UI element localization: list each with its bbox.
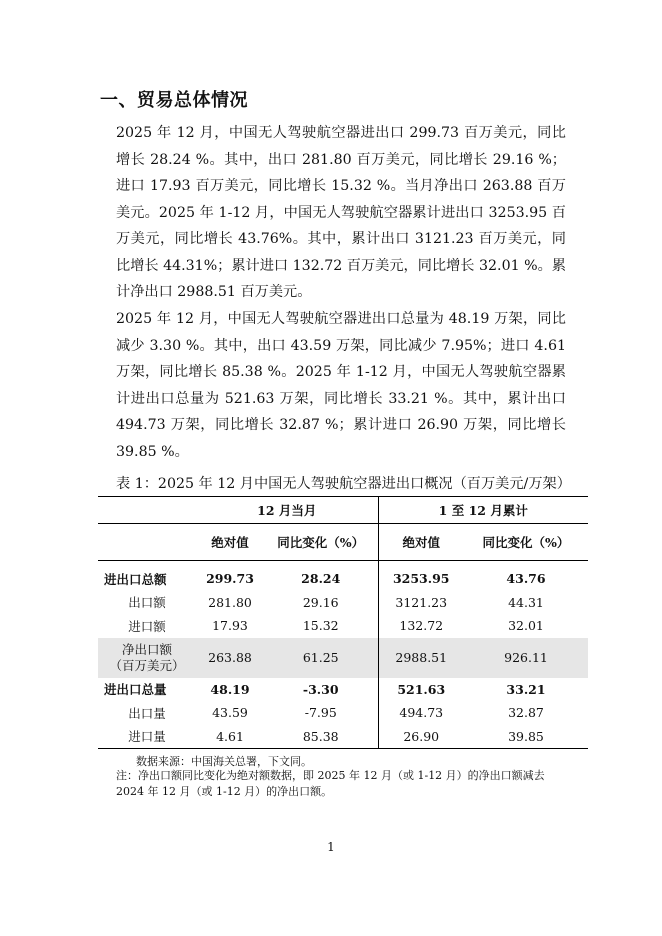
cell: 61.25 — [264, 638, 378, 678]
cell: 29.16 — [302, 594, 339, 610]
group-header-month: 12 月当月 — [196, 497, 378, 524]
paragraph-trade-volume: 2025 年 12 月，中国无人驾驶航空器进出口总量为 48.19 万架，同比减少 3.30 %。其中，出口 43.59 万架，同比减少 7.95%；进口 4.61 万架，同比增长 85.38 %。2025 年 1-12 月，中国无人驾驶航空器累计进出口总量为 521.63 万架，同比增长 33.21 %。其中，累计出口 494.73 万架，同比增长 32.87 %；累计进口 26.90 万架，同比增长 39.85 %。 — [116, 311, 566, 460]
cell: 48.19 — [210, 681, 250, 697]
cell: 132.72 — [378, 614, 464, 638]
cell: 33.21 — [506, 681, 546, 697]
row-label: 出口量 — [128, 705, 166, 721]
cell: 299.73 — [206, 571, 254, 587]
cell: 44.31 — [508, 594, 544, 610]
cell: 32.01 — [508, 618, 544, 634]
table-sub-header-row — [98, 524, 588, 561]
row-label: 出口额 — [128, 595, 166, 611]
table-row — [98, 678, 588, 702]
trade-summary-table — [98, 496, 588, 749]
cell: 2988.51 — [378, 638, 464, 678]
cell: 926.11 — [464, 638, 588, 678]
row-label: 进口额 — [128, 618, 166, 634]
sub-header-month-abs: 绝对值 — [211, 535, 249, 550]
cell: 43.76 — [506, 571, 546, 587]
section-heading: 一、贸易总体情况 — [100, 90, 248, 111]
cell: 3253.95 — [378, 561, 464, 591]
cell: 17.93 — [212, 618, 248, 634]
cell: 3121.23 — [378, 591, 464, 615]
paragraph-trade-value: 2025 年 12 月，中国无人驾驶航空器进出口 299.73 百万美元，同比增长 28.24 %。其中，出口 281.80 百万美元，同比增长 29.16 %；进口 17.93 百万美元，同比增长 15.32 %。当月净出口 263.88 百万美元。2025 年 1-12 月，中国无人驾驶航空器累计进出口 3253.95 百万美元，同比增长 43.76%。其中，累计出口 3121.23 百万美元，同比增长 44.31%；累计进口 132.72 百万美元，同比增长 32.01 %。累计净出口 2988.51 百万美元。 — [116, 125, 566, 300]
row-label-line2: （百万美元） — [109, 657, 185, 673]
cell: 39.85 — [508, 728, 544, 744]
group-header-cumulative: 1 至 12 月累计 — [378, 497, 588, 524]
table-row — [98, 725, 588, 749]
row-label: 进出口总量 — [104, 682, 167, 698]
row-label — [98, 638, 196, 678]
footnote: 注：净出口额同比变化为绝对额数据，即 2025 年 12 月（或 1-12 月）的净出口额减去 2024 年 12 月（或 1-12 月）的净出口额。 — [116, 769, 545, 798]
sub-header-month-yoy: 同比变化（%） — [277, 535, 365, 550]
cell: 85.38 — [302, 728, 339, 744]
cell: 263.88 — [196, 638, 264, 678]
sub-header-cum-abs: 绝对值 — [378, 524, 464, 561]
page-number: 1 — [327, 840, 335, 854]
cell: 28.24 — [301, 571, 341, 587]
table-row — [98, 591, 588, 615]
cell: 521.63 — [378, 678, 464, 702]
table-row — [98, 561, 588, 591]
cell: 15.32 — [302, 618, 339, 634]
empty-corner — [98, 497, 196, 524]
table-group-header-row — [98, 497, 588, 524]
cell: -7.95 — [304, 705, 337, 721]
cell: 4.61 — [216, 728, 244, 744]
row-label-line1: 净出口额 — [121, 641, 172, 657]
empty-corner — [98, 524, 196, 561]
table-row — [98, 701, 588, 725]
row-label: 进出口总额 — [104, 571, 167, 587]
sub-header-cum-yoy: 同比变化（%） — [482, 535, 570, 550]
row-label: 进口量 — [128, 729, 166, 745]
data-source-note: 数据来源：中国海关总署，下文同。 — [136, 755, 312, 768]
cell: 494.73 — [378, 701, 464, 725]
table-row — [98, 614, 588, 638]
cell: 281.80 — [208, 594, 252, 610]
table-row-highlighted — [98, 638, 588, 678]
table-caption: 表 1：2025 年 12 月中国无人驾驶航空器进出口概况（百万美元/万架） — [116, 476, 571, 492]
cell: -3.30 — [302, 681, 339, 697]
cell: 43.59 — [212, 705, 248, 721]
cell: 26.90 — [378, 725, 464, 749]
cell: 32.87 — [508, 705, 544, 721]
